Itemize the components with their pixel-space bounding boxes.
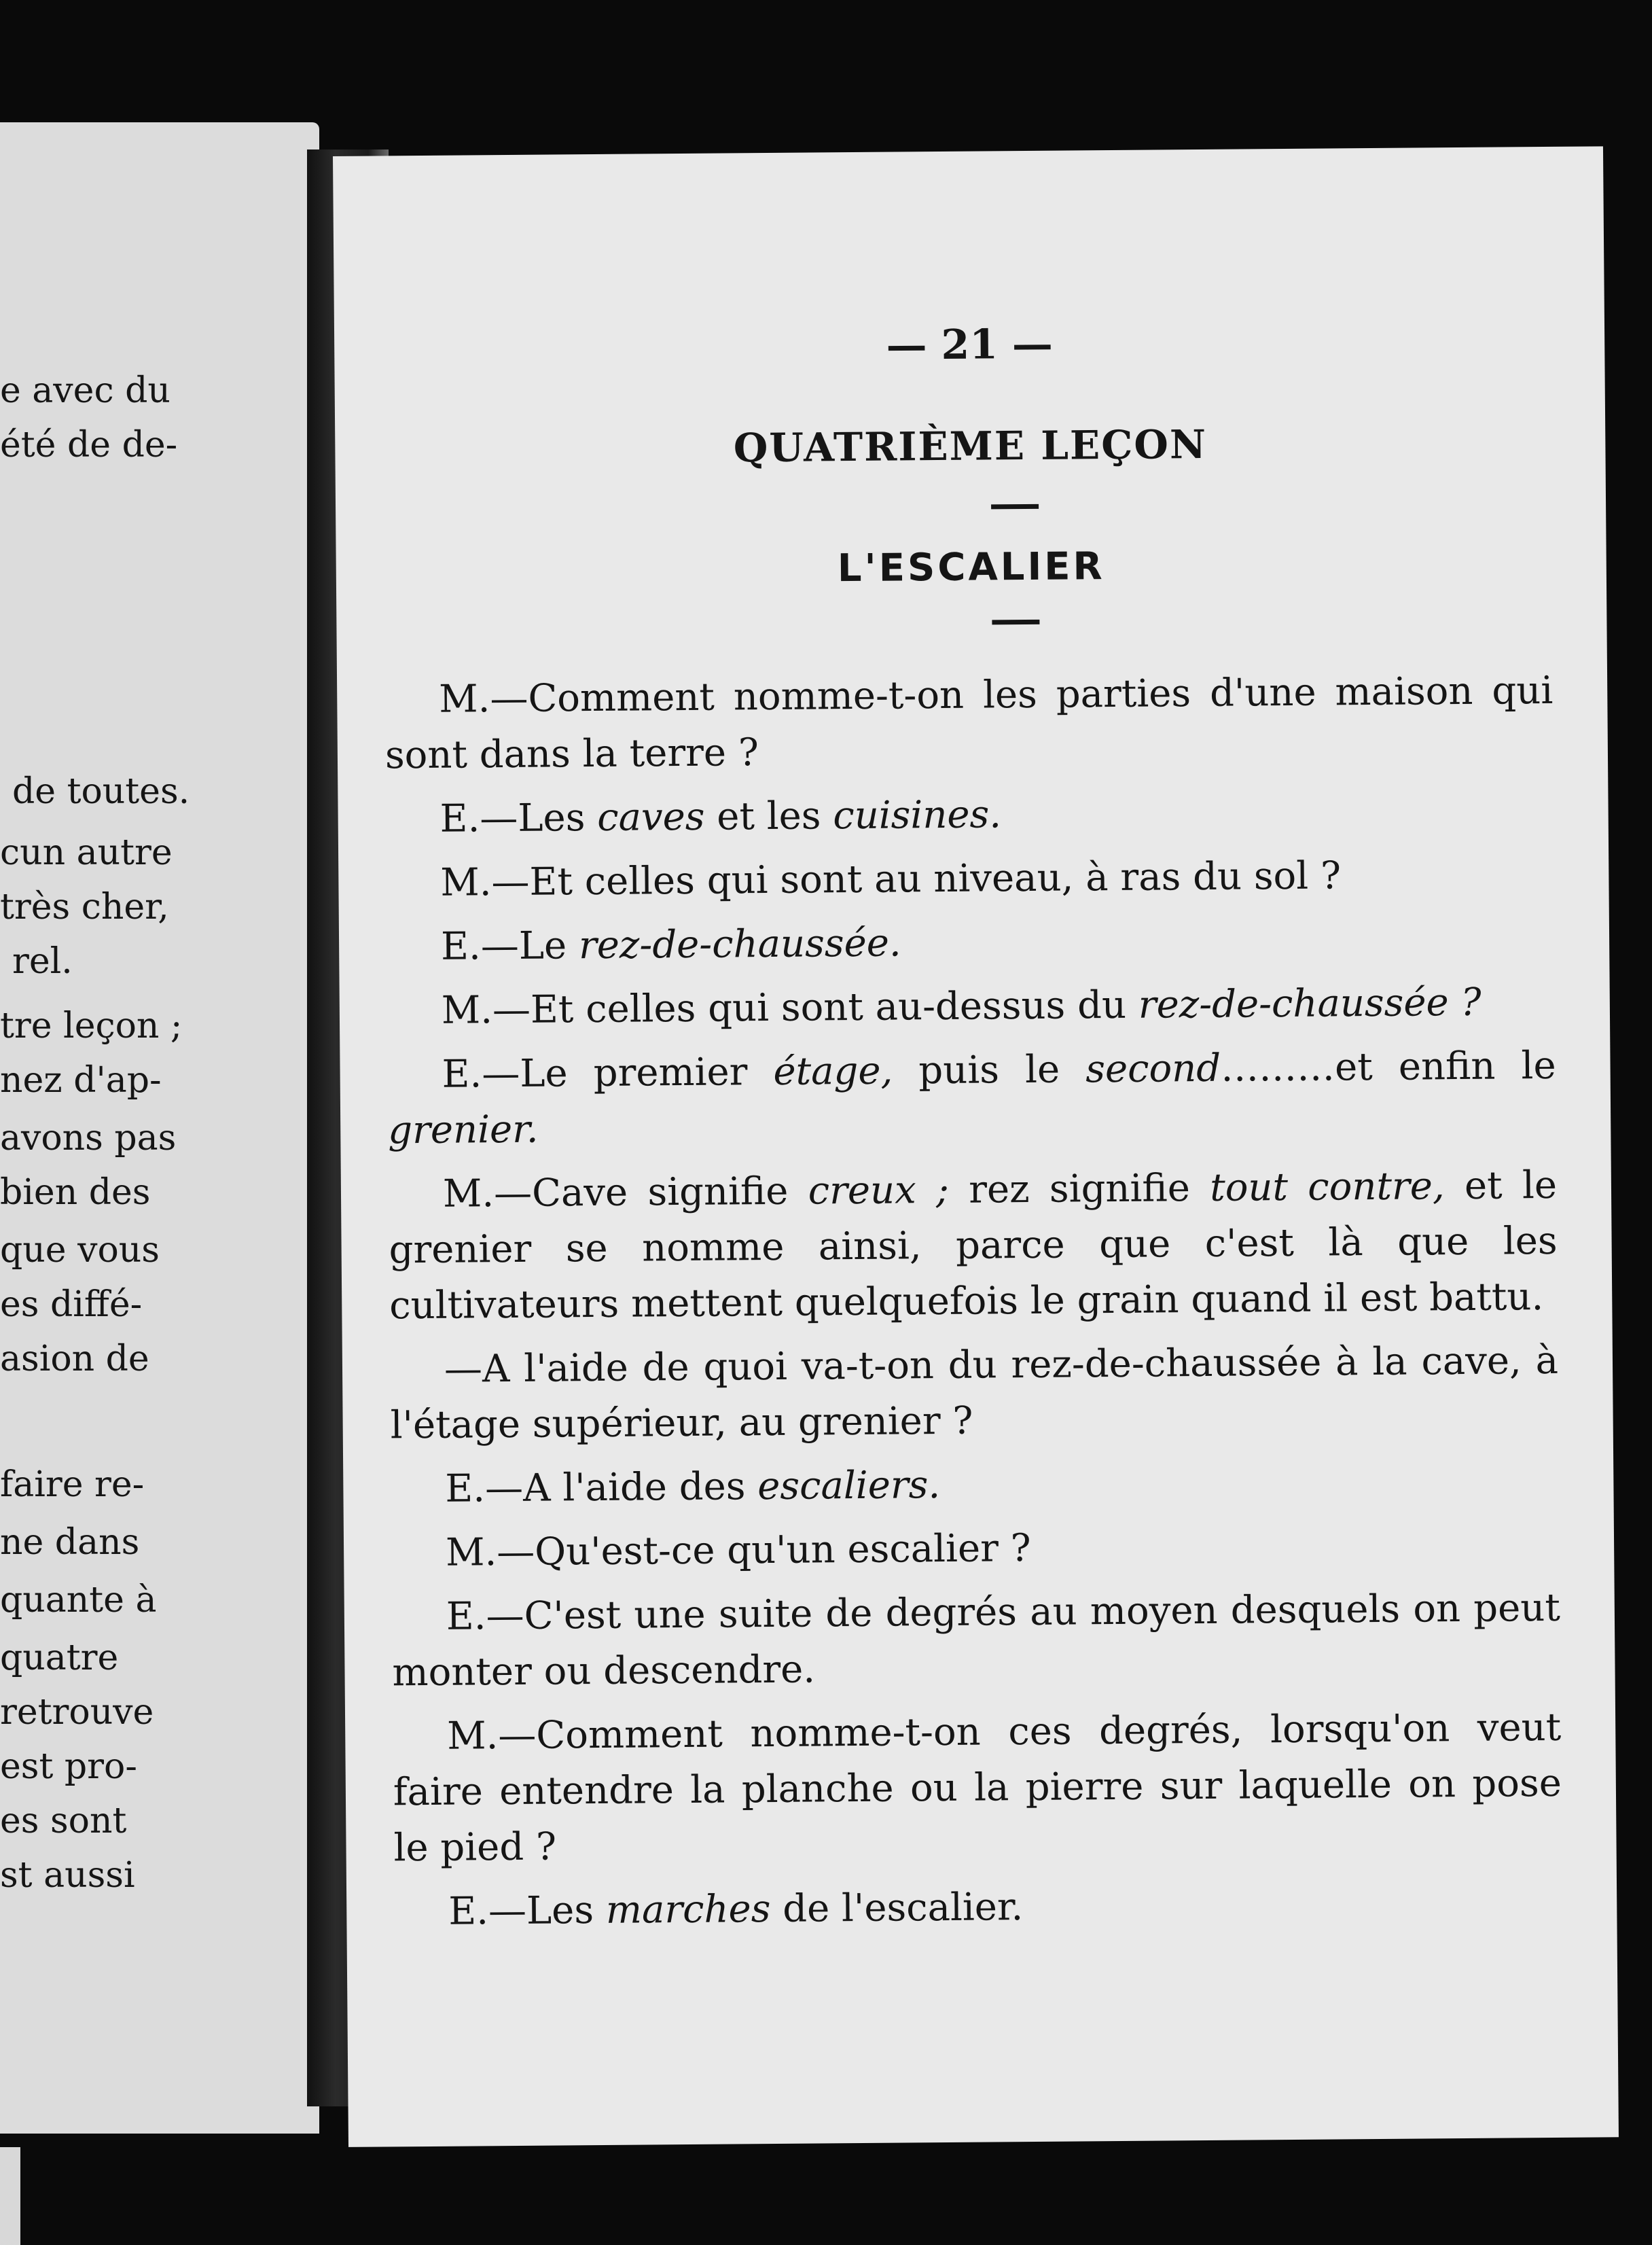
dialogue-text: —Comment nomme-t-on ces degrés, lorsqu'on veut faire entendre la planche ou la pierre sur laquelle on pose le pied ?: [393, 1705, 1562, 1871]
dialogue-text: —Les: [488, 1888, 607, 1934]
left-page-line: quante à: [0, 1580, 157, 1621]
dialogue-paragraph: [384, 663, 1554, 784]
left-page-line: faire re-: [0, 1464, 145, 1505]
left-page-line: es sont: [0, 1801, 127, 1841]
speaker-label: E.: [445, 1466, 486, 1511]
left-page-line: cun autre: [0, 832, 173, 873]
section-title: L'ESCALIER: [837, 544, 1105, 591]
dialogue-paragraph: [392, 1580, 1561, 1701]
left-page-line: e avec du: [0, 370, 170, 411]
title-rule-upper: [991, 504, 1039, 510]
left-page-line: très cher,: [0, 887, 169, 927]
italic-term: grenier.: [388, 1107, 539, 1153]
chapter-title: QUATRIÈME LEÇON: [733, 421, 1208, 472]
dialogue-body: [384, 663, 1563, 1948]
italic-term: tout contre,: [1209, 1164, 1445, 1210]
speaker-label: E.: [446, 1594, 486, 1639]
speaker-label: E.: [442, 1052, 482, 1097]
dialogue-text: —A l'aide des: [484, 1464, 758, 1511]
dialogue-text: —Cave signifie: [493, 1169, 809, 1216]
left-page-line: st aussi: [0, 1855, 135, 1896]
dialogue-text: ………et enfin le: [1220, 1043, 1556, 1091]
dialogue-text: —Le: [480, 923, 579, 969]
page-number: — 21 —: [886, 320, 1054, 370]
speaker-label: E.: [440, 924, 482, 969]
italic-term: marches: [605, 1887, 771, 1932]
dialogue-text: puis le: [893, 1047, 1086, 1093]
dialogue-paragraph: [394, 1875, 1563, 1941]
italic-term: cuisines.: [833, 792, 1002, 838]
speaker-label: M.: [445, 1530, 497, 1575]
dialogue-paragraph: [391, 1517, 1560, 1582]
left-page-line: nez d'ap-: [0, 1060, 162, 1101]
dialogue-paragraph: [391, 1453, 1560, 1518]
dialogue-paragraph: [387, 911, 1556, 976]
left-page-line: que vous: [0, 1230, 160, 1271]
left-page-line: de toutes.: [12, 771, 190, 812]
dialogue-paragraph: [387, 974, 1556, 1040]
left-page-line: été de de-: [0, 425, 178, 465]
italic-term: rez-de-chaussée ?: [1138, 980, 1482, 1027]
speaker-label: M.: [440, 860, 492, 905]
dialogue-text: —C'est une suite de degrés au moyen desquels on peut monter ou descendre.: [392, 1585, 1561, 1695]
italic-term: escaliers.: [757, 1463, 941, 1509]
speaker-label: M.: [447, 1714, 499, 1758]
italic-term: creux ;: [808, 1167, 950, 1214]
speaker-label: E.: [448, 1889, 489, 1934]
speaker-label: M.: [441, 988, 493, 1033]
dialogue-text: et les: [704, 794, 833, 839]
dialogue-text: —Qu'est-ce qu'un escalier ?: [497, 1525, 1031, 1575]
dialogue-text: —Comment nomme-t-on les parties d'une maison qui sont dans la terre ?: [384, 668, 1554, 778]
dialogue-paragraph: [389, 1158, 1558, 1334]
dialogue-text: —Le premier: [482, 1049, 774, 1097]
left-page-line: est pro-: [0, 1746, 137, 1787]
dialogue-text: et le grenier se nomme ainsi, parce que c'est là que les cultivateurs mettent quelquefois le grain quand il est battu.: [389, 1163, 1558, 1328]
dialogue-paragraph: [390, 1333, 1559, 1454]
dialogue-text: de l'escalier.: [770, 1885, 1024, 1932]
speaker-label: E.: [439, 796, 480, 841]
dialogue-text: —A l'aide de quoi va-t-on du rez-de-chaussée à la cave, à l'étage supérieur, au grenier ?: [390, 1338, 1559, 1448]
left-page-line: rel.: [12, 941, 73, 982]
left-page-line: quatre: [0, 1638, 119, 1678]
italic-term: étage,: [773, 1048, 893, 1094]
left-page-line: avons pas: [0, 1118, 177, 1159]
dialogue-paragraph: [393, 1700, 1562, 1877]
left-page-line: retrouve: [0, 1692, 154, 1733]
italic-term: second: [1085, 1046, 1221, 1092]
dialogue-text: —Les: [480, 795, 598, 841]
dialogue-paragraph: [385, 783, 1554, 848]
speaker-label: M.: [439, 677, 490, 722]
dialogue-text: rez signifie: [948, 1165, 1210, 1212]
page-edge-mark: [0, 2147, 20, 2245]
left-page: [0, 122, 319, 2134]
left-page-line: es diffé-: [0, 1284, 143, 1325]
left-page-line: ne dans: [0, 1522, 140, 1563]
dialogue-text: —Et celles qui sont au niveau, à ras du sol ?: [491, 853, 1342, 905]
left-page-line: asion de: [0, 1339, 149, 1379]
title-rule-lower: [992, 620, 1039, 625]
italic-term: caves: [596, 794, 705, 840]
dialogue-paragraph: [386, 847, 1555, 912]
right-page: [333, 146, 1619, 2147]
dialogue-paragraph: [387, 1038, 1556, 1159]
dialogue-text: —Et celles qui sont au-dessus du: [492, 983, 1139, 1033]
left-page-line: bien des: [0, 1172, 151, 1213]
speaker-label: M.: [442, 1171, 495, 1216]
left-page-line: tre leçon ;: [0, 1006, 183, 1046]
italic-term: rez-de-chaussée.: [578, 921, 901, 968]
